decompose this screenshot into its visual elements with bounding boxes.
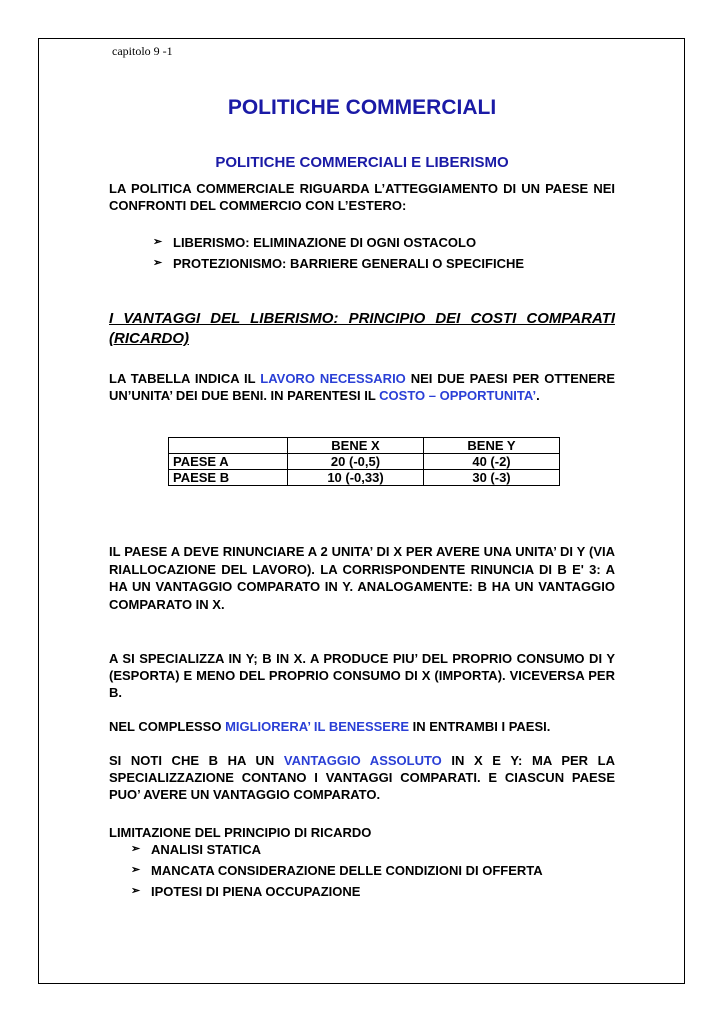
table-row	[169, 454, 560, 470]
table-header-cell	[169, 438, 288, 454]
table-cell: 40 (-2)	[424, 454, 560, 470]
highlight-text: COSTO – OPPORTUNITA’	[379, 388, 537, 403]
paragraph-3: NEL COMPLESSO MIGLIORERA’ IL BENESSERE IN ENTRAMBI I PAESI.	[109, 719, 551, 734]
arrow-bullet-icon: ➢	[131, 864, 141, 876]
table-header-cell: BENE X	[288, 438, 424, 454]
list-item: ➢ MANCATA CONSIDERAZIONE DELLE CONDIZIONI DI OFFERTA	[131, 860, 543, 881]
list-item: ➢ ANALISI STATICA	[131, 839, 543, 860]
arrow-bullet-icon: ➢	[131, 843, 141, 855]
intro-paragraph: LA POLITICA COMMERCIALE RIGUARDA L’ATTEGGIAMENTO DI UN PAESE NEI CONFRONTI DEL COMMERCIO CON L’ESTERO:	[109, 181, 615, 213]
highlight-text: MIGLIORERA’ IL BENESSERE	[225, 719, 410, 734]
page-title: POLITICHE COMMERCIALI	[227, 96, 497, 119]
table-header-cell: BENE Y	[424, 438, 560, 454]
limitations-heading: LIMITAZIONE DEL PRINCIPIO DI RICARDO	[109, 825, 372, 840]
paragraph-4: SI NOTI CHE B HA UN VANTAGGIO ASSOLUTO IN X E Y: MA PER LA SPECIALIZZAZIONE CONTANO I VANTAGGI COMPARATI. E CIASCUN PAESE PUO’ AVERE UN VANTAGGIO COMPARATO.	[109, 753, 616, 802]
limitations-list	[131, 839, 543, 902]
cost-table	[168, 437, 560, 486]
table-cell: PAESE B	[169, 470, 288, 486]
arrow-bullet-icon: ➢	[131, 885, 141, 897]
list-item: ➢ IPOTESI DI PIENA OCCUPAZIONE	[131, 881, 543, 902]
section-subtitle: POLITICHE COMMERCIALI E LIBERISMO	[215, 154, 509, 171]
table-row	[169, 470, 560, 486]
paragraph-1: IL PAESE A DEVE RINUNCIARE A 2 UNITA’ DI X PER AVERE UNA UNITA’ DI Y (VIA RIALLOCAZIONE DEL LAVORO). LA CORRISPONDENTE RINUNCIA DI B E' 3: A HA UN VANTAGGIO COMPARATO IN Y. ANALOGAMENTE: B HA UN VANTAGGIO COMPARATO IN X.	[109, 544, 615, 612]
table-cell: 30 (-3)	[424, 470, 560, 486]
table-cell: 10 (-0,33)	[288, 470, 424, 486]
highlight-text: LAVORO NECESSARIO	[260, 371, 406, 386]
list-item: ➢ PROTEZIONISMO: BARRIERE GENERALI O SPECIFICHE	[153, 253, 524, 274]
highlight-text: VANTAGGIO ASSOLUTO	[283, 753, 442, 768]
table-cell: PAESE A	[169, 454, 288, 470]
section-heading: I VANTAGGI DEL LIBERISMO: PRINCIPIO DEI COSTI COMPARATI (RICARDO)	[109, 310, 615, 347]
table-intro-paragraph: LA TABELLA INDICA IL LAVORO NECESSARIO NEI DUE PAESI PER OTTENERE UN’UNITA’ DEI DUE BENI. IN PARENTESI IL COSTO – OPPORTUNITA’.	[109, 371, 615, 403]
arrow-bullet-icon: ➢	[153, 236, 163, 248]
policy-list	[153, 232, 524, 274]
table-header-row	[169, 438, 560, 454]
list-item: ➢ LIBERISMO: ELIMINAZIONE DI OGNI OSTACOLO	[153, 232, 524, 253]
chapter-header: capitolo 9 -1	[112, 44, 173, 58]
table-cell: 20 (-0,5)	[288, 454, 424, 470]
arrow-bullet-icon: ➢	[153, 257, 163, 269]
paragraph-2: A SI SPECIALIZZA IN Y; B IN X. A PRODUCE PIU’ DEL PROPRIO CONSUMO DI Y (ESPORTA) E MENO DEL PROPRIO CONSUMO DI X (IMPORTA). VICEVERSA PER B.	[109, 651, 615, 700]
